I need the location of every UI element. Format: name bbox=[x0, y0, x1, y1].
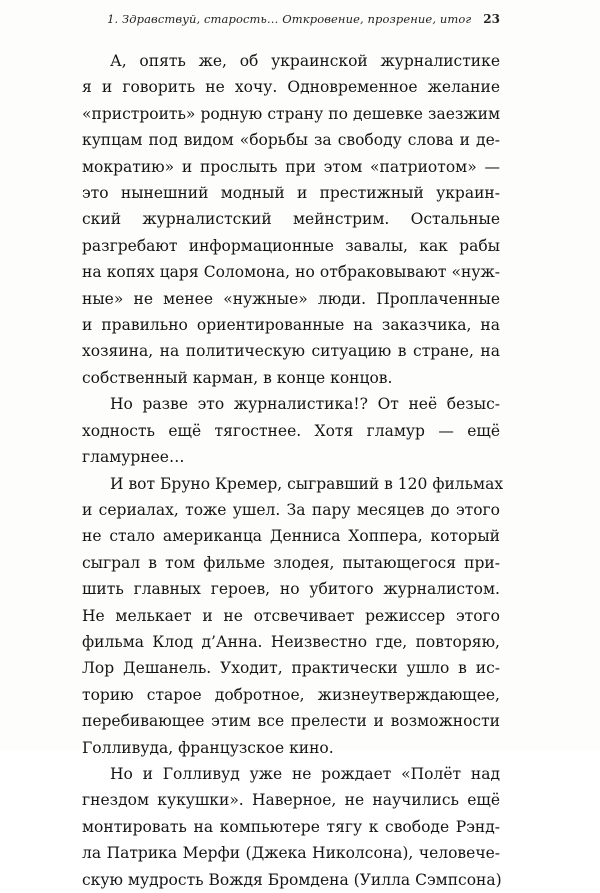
text-line: И вот Бруно Кремер, сыгравший в 120 фильмах bbox=[110, 474, 504, 493]
text-line: хозяина, на политическую ситуацию в стране, на bbox=[82, 342, 500, 361]
text-line: «пристроить» родную страну по дешевке заезжим bbox=[82, 104, 500, 123]
text-line: ходность ещё тягостнее. Хотя гламур — ещё bbox=[82, 421, 500, 440]
text-line: гламурнее… bbox=[82, 448, 185, 467]
text-line: не стало американца Денниса Хоппера, который bbox=[82, 527, 500, 546]
running-head bbox=[80, 12, 500, 26]
text-line: мократию» и прослыть при этом «патриотом» — bbox=[82, 157, 500, 176]
text-line: Голливуда, французское кино. bbox=[82, 738, 334, 757]
text-line: и правильно ориентированные на заказчика, на bbox=[82, 316, 500, 335]
text-line: Но разве это журналистика!? От неё безыс- bbox=[110, 395, 500, 414]
text-line: фильма Клод д’Анна. Неизвестно где, повторяю, bbox=[82, 632, 500, 651]
text-line: собственный карман, в конце концов. bbox=[82, 368, 393, 387]
text-line: монтировать на компьютере тягу к свободе Рэнд- bbox=[82, 817, 500, 836]
text-line: шить главных героев, но убитого журналистом. bbox=[82, 580, 500, 599]
text-line: ла Патрика Мерфи (Джека Николсона), человече- bbox=[82, 844, 500, 863]
text-line: сыграл в том фильме злодея, пытающегося при- bbox=[82, 553, 500, 572]
body-text bbox=[82, 48, 504, 893]
text-line: разгребают информационные завалы, как рабы bbox=[82, 236, 500, 255]
text-line: ные» не менее «нужные» люди. Проплаченные bbox=[82, 289, 500, 308]
text-line: Лор Дешанель. Уходит, практически ушло в ис- bbox=[82, 659, 500, 678]
text-line: Не мелькает и не отсвечивает режиссер этого bbox=[82, 606, 500, 625]
text-line: скую мудрость Вождя Бромдена (Уилла Сэмпсона) bbox=[82, 870, 502, 889]
text-line: А, опять же, об украинской журналистике bbox=[110, 52, 500, 70]
text-line: на копях царя Соломона, но отбраковывают «нуж- bbox=[82, 263, 500, 282]
text-line: перебивающее этим все прелести и возможности bbox=[82, 712, 500, 731]
text-line: ский журналистский мейнстрим. Остальные bbox=[82, 210, 500, 229]
text-line: гнездом кукушки». Наверное, не научились ещё bbox=[82, 791, 500, 810]
page-number: 23 bbox=[483, 12, 500, 26]
text-line: и сериалах, тоже ушел. За пару месяцев до этого bbox=[82, 500, 500, 519]
text-line: это нынешний модный и престижный украин- bbox=[82, 184, 500, 203]
text-line: Но и Голливуд уже не рождает «Полёт над bbox=[110, 764, 500, 783]
chapter-title: 1. Здравствуй, старость… Откровение, прозрение, итог bbox=[107, 12, 472, 26]
text-line: я и говорить не хочу. Одновременное желание bbox=[82, 78, 500, 97]
text-line: купцам под видом «борьбы за свободу слова и де- bbox=[82, 131, 500, 150]
text-line: торию старое добротное, жизнеутверждающее, bbox=[82, 685, 500, 704]
